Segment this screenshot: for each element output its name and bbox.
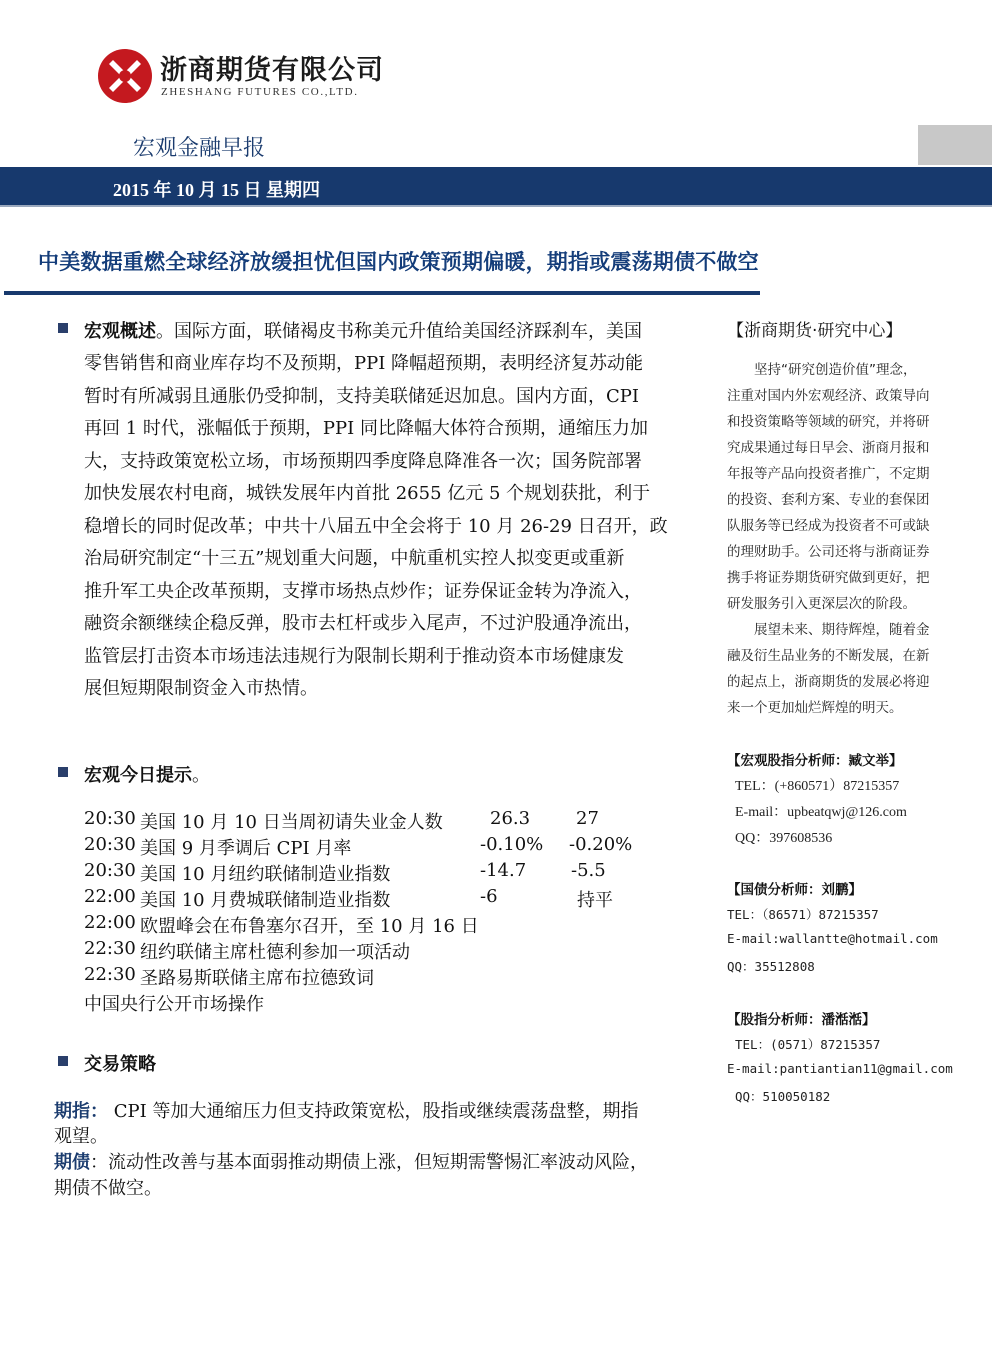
sidebar-intro-line: 和投资策略等领域的研究，并将研 — [727, 414, 930, 430]
calendar-prev-value: -14.7 — [480, 860, 527, 881]
today-hints-heading — [84, 761, 210, 787]
calendar-time: 22:30 — [84, 964, 136, 985]
sidebar-intro-line: 融及衍生品业务的不断发展，在新 — [727, 648, 930, 664]
sidebar-intro-line: 展望未来、期待辉煌，随着金 — [727, 622, 930, 638]
calendar-event: 圣路易斯联储主席布拉德致词 — [140, 968, 374, 989]
macro-overview-first-line — [84, 317, 642, 343]
company-name-cn: 浙商期货有限公司 — [160, 55, 384, 86]
macro-overview-line: 监管层打击资本市场违法违规行为限制长期利于推动资本市场健康发 — [84, 646, 624, 667]
calendar-prev-value: -6 — [480, 886, 498, 907]
calendar-event: 美国 10 月纽约联储制造业指数 — [140, 864, 391, 885]
macro-overview-line: 。国际方面，联储褐皮书称美元升值给美国经济踩刹车，美国 — [156, 321, 642, 342]
bullet-square-icon — [58, 767, 68, 777]
analyst-name: 【股指分析师：潘湉湉】 — [727, 1012, 876, 1028]
calendar-time: 20:30 — [84, 860, 136, 881]
sidebar-intro-line: 研发服务引入更深层次的阶段。 — [727, 596, 916, 612]
strategy-bonds-text-cont: 期债不做空。 — [54, 1178, 162, 1199]
calendar-event: 美国 9 月季调后 CPI 月率 — [140, 838, 352, 859]
macro-overview-line: 再回 1 时代，涨幅低于预期，PPI 同比降幅大体符合预期，通缩压力加 — [84, 418, 648, 439]
strategy-futures-text: CPI 等加大通缩压力但支持政策宽松，股指或继续震荡盘整，期指 — [113, 1101, 639, 1122]
calendar-event: 纽约联储主席杜德利参加一项活动 — [140, 942, 410, 963]
calendar-time: 22:00 — [84, 886, 136, 907]
strategy-bonds-line — [54, 1148, 648, 1174]
headline: 中美数据重燃全球经济放缓担忧但国内政策预期偏暖，期指或震荡期债不做空 — [38, 250, 759, 274]
calendar-forecast-value: -5.5 — [571, 860, 606, 881]
sidebar-intro-line: 携手将证券期货研究做到更好，把 — [727, 570, 930, 586]
sidebar-intro-line: 年报等产品向投资者推广，不定期 — [727, 466, 930, 482]
calendar-prev-value: -0.10% — [480, 834, 544, 855]
bullet-square-icon — [58, 323, 68, 333]
strategy-futures-text-cont: 观望。 — [54, 1126, 108, 1147]
macro-overview-line: 稳增长的同时促改革；中共十八届五中全会将于 10 月 26-29 日召开，政 — [84, 516, 668, 537]
analyst-email: E-mail:pantiantian11@gmail.com — [727, 1061, 953, 1076]
calendar-event: 欧盟峰会在布鲁塞尔召开，至 10 月 16 日 — [140, 916, 479, 937]
bullet-square-icon — [58, 1056, 68, 1066]
analyst-email: E-mail:wallantte@hotmail.com — [727, 931, 938, 946]
macro-overview-line: 加快发展农村电商，城铁发展年内首批 2655 亿元 5 个规划获批，利于 — [84, 483, 651, 504]
decorative-tab — [918, 125, 992, 165]
analyst-qq: QQ：397608536 — [735, 831, 833, 846]
sidebar-intro-line: 的理财助手。公司还将与浙商证券 — [727, 544, 930, 560]
strategy-futures-label: 期指： — [54, 1101, 108, 1122]
company-logo-icon — [97, 48, 153, 104]
calendar-event: 中国央行公开市场操作 — [84, 994, 264, 1015]
today-hints-title-suffix: 。 — [192, 765, 210, 785]
analyst-phone: TEL：（86571）87215357 — [727, 907, 879, 922]
macro-overview-line: 零售销售和商业库存均不及预期，PPI 降幅超预期，表明经济复苏动能 — [84, 353, 644, 374]
calendar-forecast-value: 持平 — [577, 890, 613, 911]
calendar-event: 美国 10 月 10 日当周初请失业金人数 — [140, 812, 443, 833]
calendar-forecast-value: 27 — [576, 808, 599, 829]
calendar-event: 美国 10 月费城联储制造业指数 — [140, 890, 391, 911]
headline-divider — [4, 291, 760, 295]
sidebar-intro-line: 队服务等已经成为投资者不可或缺 — [727, 518, 930, 534]
sidebar-intro-line: 注重对国内外宏观经济、政策导向 — [727, 388, 930, 404]
analyst-phone: TEL：(+860571）87215357 — [735, 779, 900, 794]
sidebar-intro-line: 坚持“研究创造价值”理念， — [727, 362, 917, 378]
macro-overview-line: 大，支持政策宽松立场，市场预期四季度降息降准各一次；国务院部署 — [84, 451, 642, 472]
analyst-name: 【宏观股指分析师：臧文举】 — [727, 753, 903, 769]
today-hints-title: 宏观今日提示 — [84, 765, 192, 786]
strategy-futures-line — [54, 1097, 638, 1123]
calendar-time: 20:30 — [84, 834, 136, 855]
sidebar-intro-line: 的投资、套利方案、专业的套保团 — [727, 492, 930, 508]
calendar-prev-value: 26.3 — [490, 808, 531, 829]
macro-overview-line: 治局研究制定“十三五”规划重大问题，中航重机实控人拟变更或重新 — [84, 548, 625, 569]
report-title: 宏观金融早报 — [133, 136, 266, 161]
calendar-time: 20:30 — [84, 808, 136, 829]
strategy-bonds-label: 期债 — [54, 1152, 90, 1173]
analyst-name: 【国债分析师：刘鹏】 — [727, 882, 862, 898]
sidebar-intro-line: 的起点上，浙商期货的发展必将迎 — [727, 674, 930, 690]
sidebar-heading: 【浙商期货·研究中心】 — [727, 321, 903, 341]
calendar-time: 22:00 — [84, 912, 136, 933]
strategy-bonds-text: ：流动性改善与基本面弱推动期债上涨，但短期需警惕汇率波动风险， — [90, 1152, 648, 1173]
calendar-forecast-value: -0.20% — [569, 834, 633, 855]
company-name-en: ZHESHANG FUTURES CO.,LTD. — [161, 86, 359, 98]
macro-overview-line: 融资余额继续企稳反弹，股市去杠杆或步入尾声，不过沪股通净流出， — [84, 613, 642, 634]
macro-overview-line: 展但短期限制资金入市热情。 — [84, 678, 318, 699]
strategy-title: 交易策略 — [84, 1054, 156, 1075]
sidebar-intro-line: 究成果通过每日早会、浙商月报和 — [727, 440, 930, 456]
report-date: 2015 年 10 月 15 日 星期四 — [113, 180, 320, 200]
analyst-qq: QQ：35512808 — [727, 959, 815, 974]
calendar-time: 22:30 — [84, 938, 136, 959]
analyst-email: E-mail：upbeatqwj@126.com — [735, 805, 907, 820]
sidebar-intro-line: 来一个更加灿烂辉煌的明天。 — [727, 700, 903, 716]
analyst-phone: TEL：(0571）87215357 — [735, 1037, 881, 1052]
analyst-qq: QQ：510050182 — [735, 1089, 831, 1104]
macro-overview-line: 暂时有所减弱且通胀仍受抑制，支持美联储延迟加息。国内方面，CPI — [84, 386, 639, 407]
macro-overview-line: 推升军工央企改革预期，支撑市场热点炒作；证券保证金转为净流入， — [84, 581, 642, 602]
macro-overview-title: 宏观概述 — [84, 321, 156, 342]
